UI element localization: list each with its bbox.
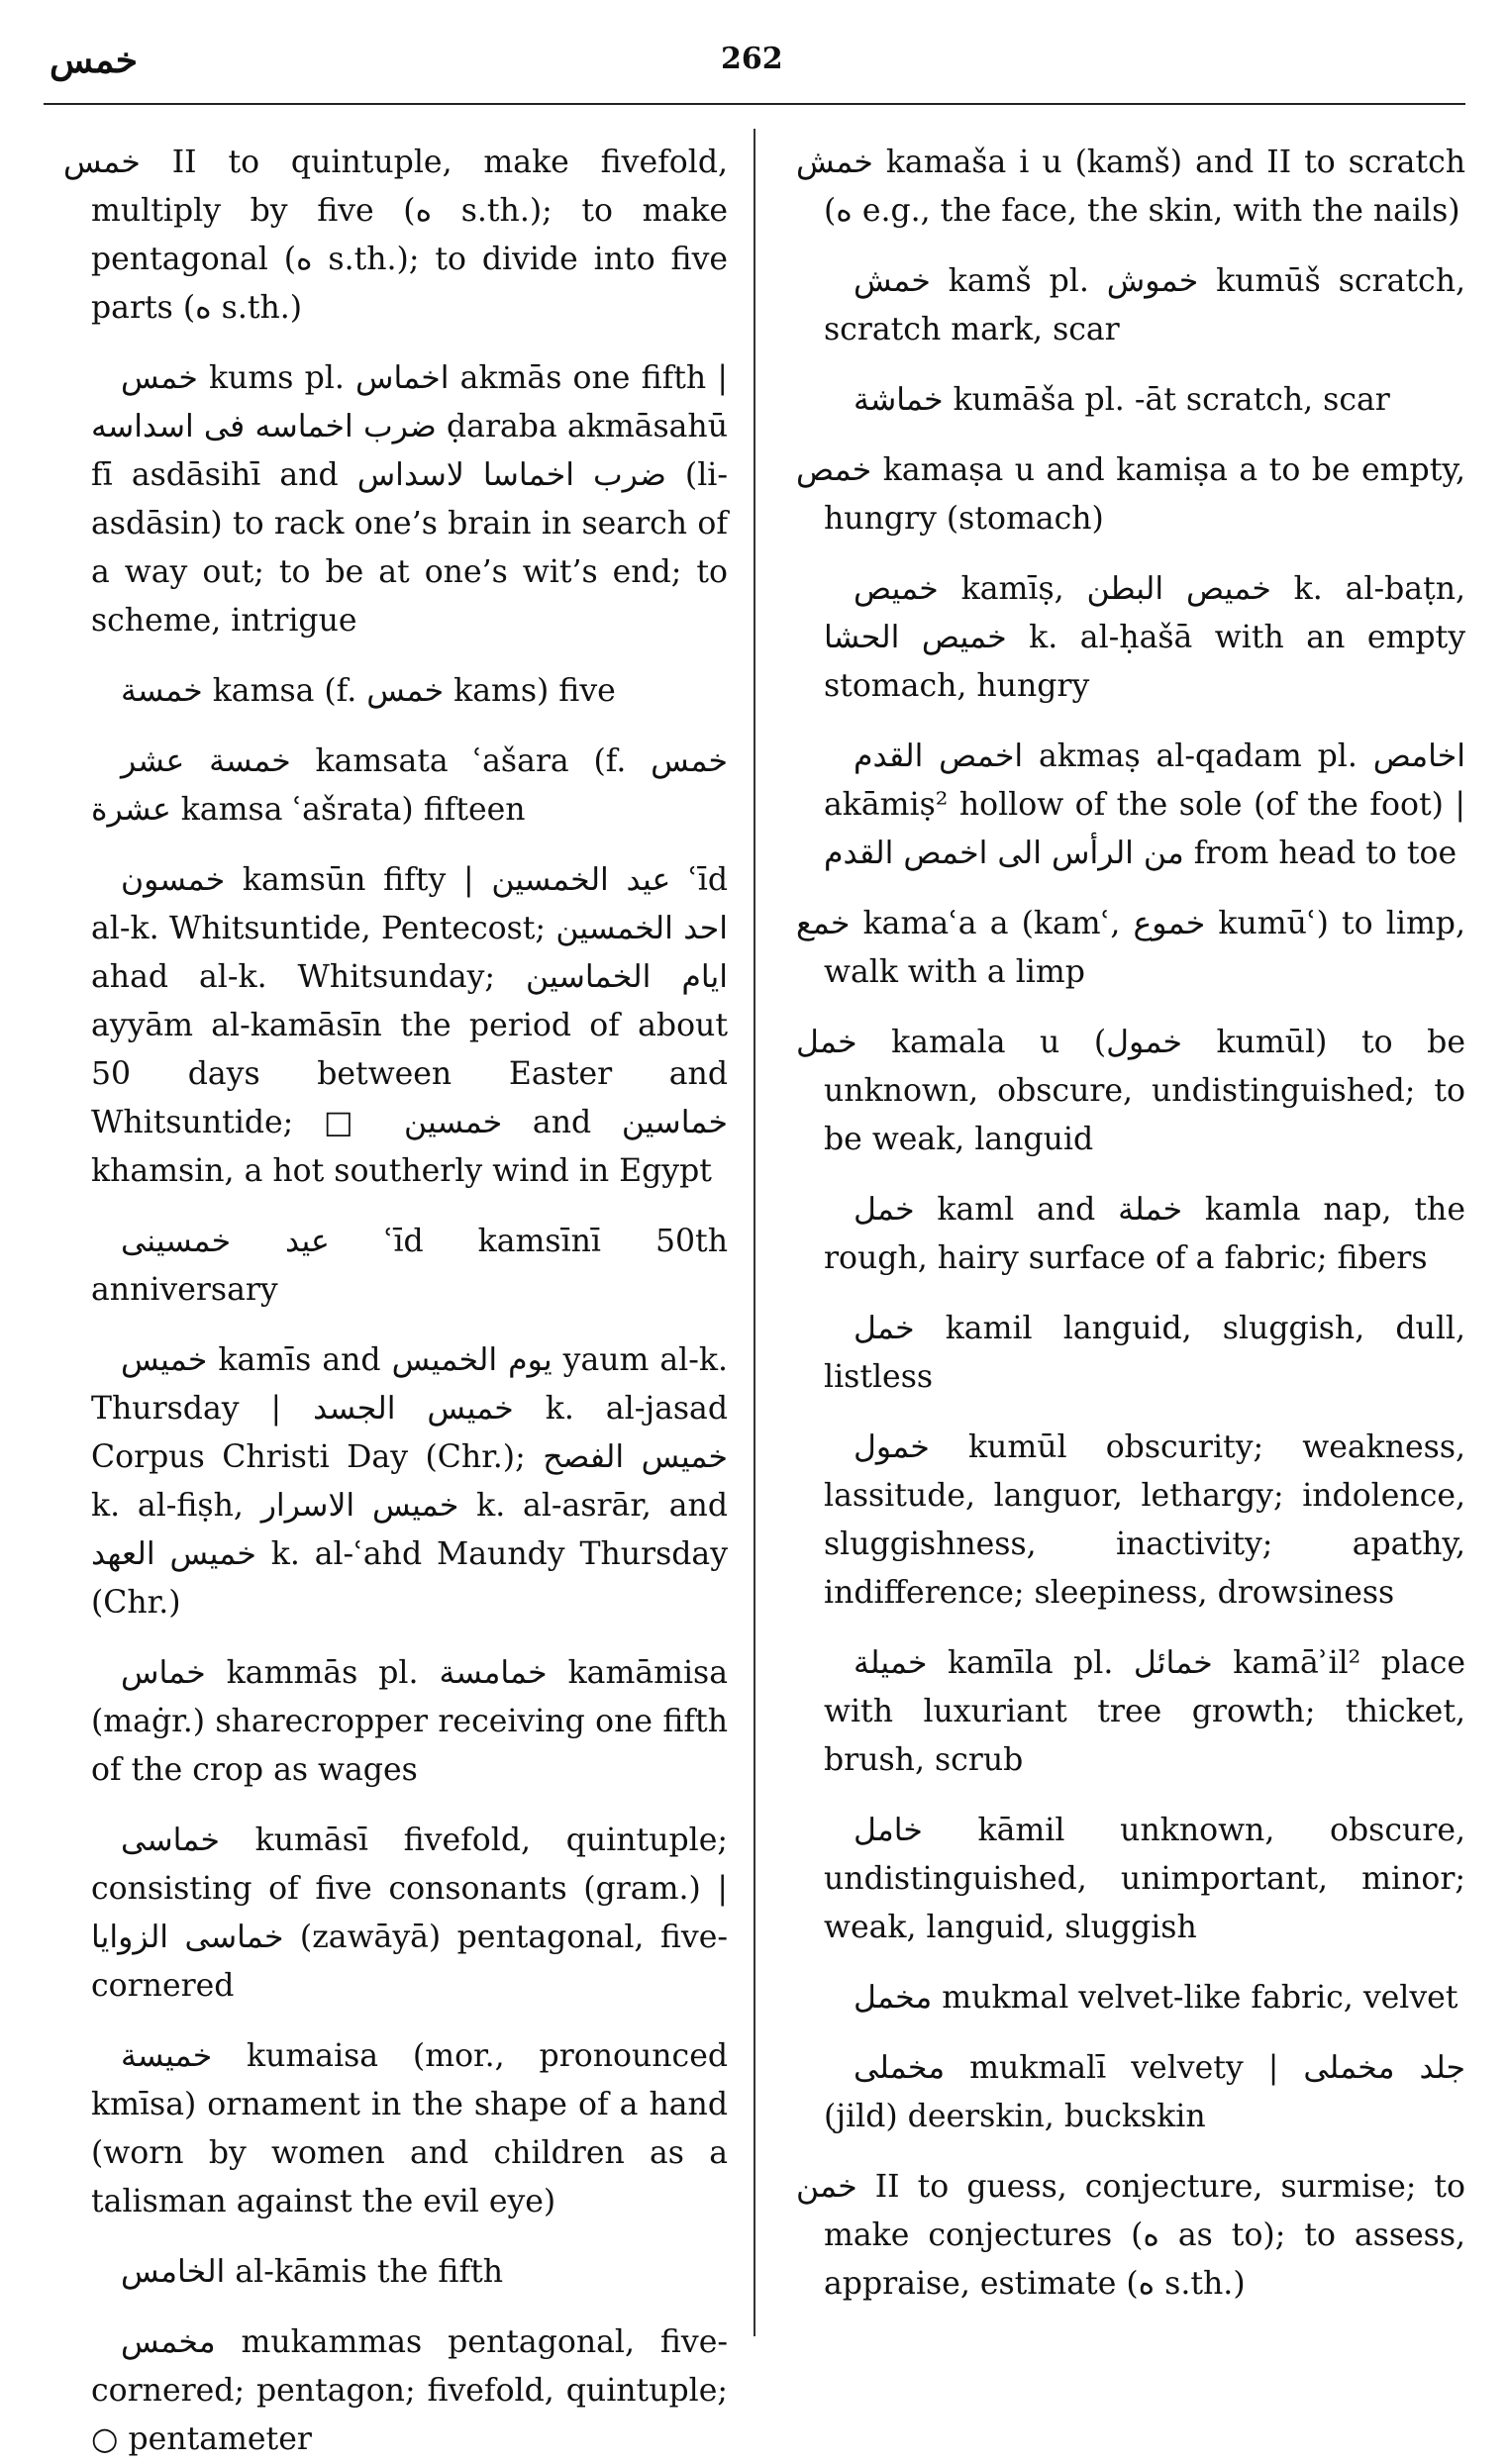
page-number: 262: [721, 42, 783, 76]
dictionary-subentry: الخامس al-kāmis the fifth: [121, 2254, 504, 2290]
dictionary-subentry: خمش kamš pl. خموش kumūš scratch, scratch mark, scar: [824, 263, 1465, 347]
dictionary-subentry: خمسة kamsa (f. خمس kams) five: [121, 673, 616, 709]
left-column: [40, 139, 728, 2464]
header-rule: [44, 103, 1465, 105]
dictionary-subentry: خميس kamīs and يوم الخميس yaum al-k. Thursday | خميس الجسد k. al-jasad Corpus Christi Day (Chr.); خميس الفصح k. al-fiṣh, خميس الاسرار k. al-asrār, and خميس العهد k. al-ʿahd Maundy Thursday (Chr.): [91, 1342, 729, 1621]
dictionary-entry-root: خمش kamaša i u (kamš) and II to scratch (ه e.g., the face, the skin, with the nails): [796, 145, 1465, 229]
dictionary-subentry: خميص kamīṣ, خميص البطن k. al-baṭn, خميص الحشا k. al-ḥašā with an empty stomach, hungry: [824, 571, 1465, 704]
dictionary-subentry: خميلة kamīla pl. خمائل kamāʾil² place with luxuriant tree growth; thicket, brush, scrub: [824, 1645, 1466, 1778]
dictionary-subentry: عيد خمسينى ʿīd kamsīnī 50th anniversary: [91, 1224, 728, 1308]
dictionary-entry-root: خمس II to quintuple, make fivefold, multiply by five (ه s.th.); to make pentagonal (ه s.th.); to divide into five parts (ه s.th.): [63, 145, 729, 326]
dictionary-subentry: خمل kaml and خملة kamla nap, the rough, hairy surface of a fabric; fibers: [824, 1192, 1465, 1276]
header-root-word: خمس: [50, 40, 138, 81]
dictionary-subentry: خمسة عشر kamsata ʿašara (f. خمس عشرة kamsa ʿašrata) fifteen: [91, 743, 728, 828]
dictionary-entry-root: خمص kamaṣa u and kamiṣa a to be empty, hungry (stomach): [796, 452, 1465, 537]
dictionary-subentry: خامل kāmil unknown, obscure, undistinguished, unimportant, minor; weak, languid, sluggish: [824, 1813, 1465, 1945]
dictionary-subentry: خماس kammās pl. خمامسة kamāmisa (maġr.) sharecropper receiving one fifth of the crop as wages: [91, 1655, 729, 1788]
dictionary-subentry: مخمس mukammas pentagonal, five-cornered; pentagon; fivefold, quintuple; ○ pentameter: [91, 2324, 728, 2457]
dictionary-entry-root: خمن II to guess, conjecture, surmise; to make conjectures (ه as to); to assess, appraise, estimate (ه s.th.): [796, 2169, 1466, 2302]
dictionary-subentry: اخمص القدم akmaṣ al-qadam pl. اخامص akāmiṣ² hollow of the sole (of the foot) | من الرأس الى اخمص القدم from head to toe: [824, 739, 1465, 871]
dictionary-subentry: خمول kumūl obscurity; weakness, lassitude, languor, lethargy; indolence, sluggishness, inactivity; apathy, indifference; sleepiness, drowsiness: [824, 1429, 1465, 1611]
dictionary-subentry: خميسة kumaisa (mor., pronounced kmīsa) ornament in the shape of a hand (worn by women and children as a talisman against the evil eye): [91, 2038, 728, 2219]
dictionary-subentry: خماشة kumāša pl. -āt scratch, scar: [854, 382, 1390, 418]
column-divider: [754, 129, 755, 2336]
dictionary-subentry: مخملى mukmalī velvety | جلد مخملى (jild) deerskin, buckskin: [824, 2050, 1465, 2134]
dictionary-subentry: خمس kums pl. اخماس akmās one fifth | ضرب اخماسه فى اسداسه ḍaraba akmāsahū fī asdāsihī and ضرب اخماسا لاسداس (li-asdāsin) to rack one’s brain in search of a way out; to be at one’s wit’s end; to scheme, intrigue: [91, 360, 728, 639]
dictionary-subentry: خمسون kamsūn fifty | عيد الخمسين ʿīd al-k. Whitsuntide, Pentecost; احد الخمسين ahad al-k. Whitsunday; ايام الخماسين ayyām al-kamāsīn the period of about 50 days between Easter and Whitsuntide; □ خمسين and خماسين khamsin, a hot southerly wind in Egypt: [91, 862, 728, 1189]
dictionary-entry-root: خمل kamala u (خمول kumūl) to be unknown, obscure, undistinguished; to be weak, languid: [796, 1025, 1465, 1157]
dictionary-subentry: مخمل mukmal velvet-like fabric, velvet: [854, 1980, 1459, 2016]
dictionary-entry-root: خمع kamaʿa a (kamʿ, خموع kumūʿ) to limp, walk with a limp: [796, 906, 1465, 990]
dictionary-subentry: خماسى kumāsī fivefold, quintuple; consisting of five consonants (gram.) | خماسى الزوايا (zawāyā) pentagonal, five-cornered: [91, 1823, 728, 2004]
right-column: [772, 139, 1465, 2309]
page-header: [0, 0, 1509, 109]
dictionary-subentry: خمل kamil languid, sluggish, dull, listless: [824, 1311, 1465, 1395]
